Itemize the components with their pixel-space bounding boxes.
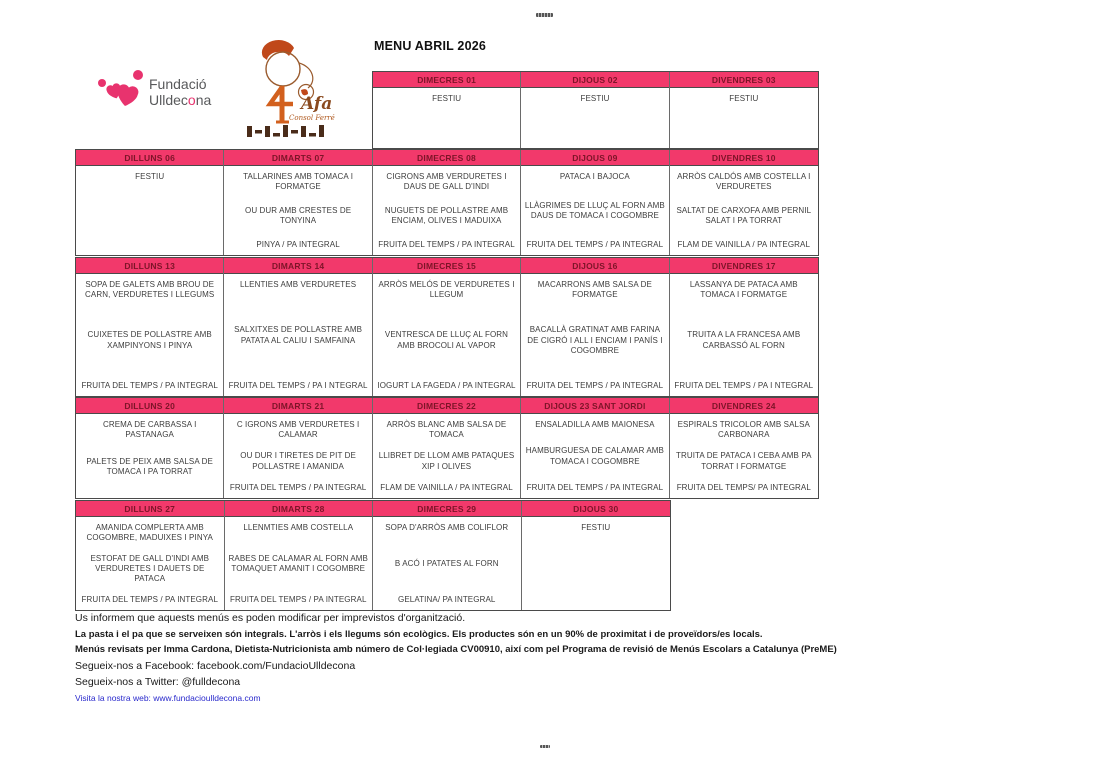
menu-item: ENSALADILLA AMB MAIONESA <box>535 420 655 429</box>
menu-item: CUIXETES DE POLLASTRE AMB XAMPINYONS I PINYA <box>87 330 212 350</box>
menu-item: LASSANYA DE PATACA AMB TOMACA I FORMATGE <box>689 280 798 300</box>
menu-item: FRUITA DEL TEMPS / PA I NTEGRAL <box>228 380 368 390</box>
day-menu <box>76 166 223 255</box>
menu-item: FRUITA DEL TEMPS / PA INTEGRAL <box>229 594 367 604</box>
footer-notes <box>75 612 1065 707</box>
day-divendres-10 <box>670 150 818 255</box>
day-menu <box>373 88 520 148</box>
day-header: DIJOUS 23 SANT JORDI <box>521 398 668 414</box>
menu-item: B ACÓ I PATATES AL FORN <box>394 558 499 568</box>
fundacio-wordmark-line2: Ulldecona <box>149 92 212 108</box>
day-header: DIVENDRES 03 <box>670 72 818 88</box>
menu-item: LLIBRET DE LLOM AMB PATAQUES XIP I OLIVES <box>378 451 515 471</box>
week-table-4 <box>75 397 819 499</box>
menu-item: SALXITXES DE POLLASTRE AMB PATATA AL CALIU I SAMFAINA <box>234 325 363 345</box>
day-dilluns-20 <box>76 398 224 498</box>
day-header: DIMARTS 28 <box>225 501 373 517</box>
day-menu <box>373 166 520 255</box>
menu-item: HAMBURGUESA DE CALAMAR AMB TOMACA I COGOMBRE <box>525 446 664 466</box>
day-menu <box>76 274 223 396</box>
day-dimarts-28 <box>225 501 374 610</box>
day-menu <box>670 274 818 396</box>
day-header: DIJOUS 09 <box>521 150 668 166</box>
day-dimecres-22 <box>373 398 521 498</box>
afa-subname: Consol Ferré <box>289 114 335 122</box>
day-menu <box>224 166 371 255</box>
day-dimecres-15 <box>373 258 521 396</box>
day-header: DIMARTS 21 <box>224 398 371 414</box>
day-dimecres-29 <box>373 501 522 610</box>
menu-item: CREMA DE CARBASSA I PASTANAGA <box>102 420 197 440</box>
day-menu <box>522 517 671 610</box>
day-menu <box>225 517 373 610</box>
day-menu <box>670 414 818 498</box>
day-dijous-16 <box>521 258 669 396</box>
page-title: MENU ABRIL 2026 <box>373 39 487 53</box>
week-table-1 <box>372 71 819 149</box>
day-menu <box>521 166 668 255</box>
day-menu <box>373 517 521 610</box>
menu-item: FRUITA DEL TEMPS / PA INTEGRAL <box>378 239 515 249</box>
day-menu <box>521 274 668 396</box>
day-dimarts-07 <box>224 150 372 255</box>
menu-item: LLENTIES AMB VERDURETES <box>240 280 357 289</box>
menu-item: VENTRESCA DE LLUÇ AL FORN AMB BROCOLI AL VAPOR <box>384 330 509 350</box>
menu-item: OU DUR I TIRETES DE PIT DE POLLASTRE I AMANIDA <box>240 451 356 471</box>
footer-note-modifications: Us informem que aquests menús es poden modificar per imprevistos d'organització. <box>75 612 466 624</box>
hearts-icon <box>98 70 143 108</box>
print-artifact-bottom <box>540 745 550 748</box>
day-header: DILLUNS 13 <box>76 258 223 274</box>
menu-item: FLAM DE VAINILLA / PA INTEGRAL <box>677 239 811 249</box>
menu-item: BACALLÀ GRATINAT AMB FARINA DE CIGRÓ I ALL I ENCIAM I PANÍS I COGOMBRE <box>527 325 663 355</box>
menu-item: FESTIU <box>581 523 611 532</box>
week-table-5 <box>75 500 671 611</box>
menu-item: PATACA I BAJOCA <box>559 172 630 181</box>
menu-item: NUGUETS DE POLLASTRE AMB ENCIAM, OLIVES I MADUIXA <box>384 205 509 226</box>
menu-item: ARRÒS MELÓS DE VERDURETES I LLEGUM <box>378 280 515 300</box>
menu-item: ARRÒS CALDÓS AMB COSTELLA I VERDURETES <box>677 172 811 192</box>
day-menu <box>76 414 223 498</box>
menu-item: FESTIU <box>135 172 165 181</box>
fundacio-ulldecona-logo <box>93 66 227 120</box>
menu-item: SOPA DE GALETS AMB BROU DE CARN, VERDURETES I LLEGUMS <box>85 280 215 300</box>
day-header: DIJOUS 16 <box>521 258 668 274</box>
day-menu <box>224 414 371 498</box>
week-table-3 <box>75 257 819 397</box>
menu-item: C IGRONS AMB VERDURETES I CALAMAR <box>236 420 360 440</box>
afa-wordmark: Afa <box>301 94 333 114</box>
day-header: DILLUNS 06 <box>76 150 223 166</box>
day-menu <box>373 414 520 498</box>
day-dijous-02 <box>521 72 669 148</box>
footer-twitter-line: Segueix-nos a Twitter: @fulldecona <box>75 676 241 688</box>
menu-item: FESTIU <box>432 94 462 103</box>
day-dimecres-01 <box>373 72 521 148</box>
menu-item: LLENMTIES AMB COSTELLA <box>243 523 354 532</box>
menu-item: GELATINA/ PA INTEGRAL <box>398 594 496 604</box>
menu-item: PALETS DE PEIX AMB SALSA DE TOMACA I PA TORRAT <box>86 456 213 476</box>
day-header: DIMECRES 08 <box>373 150 520 166</box>
menu-item: IOGURT LA FAGEDA / PA INTEGRAL <box>377 380 516 390</box>
day-divendres-24 <box>670 398 818 498</box>
day-menu <box>224 274 371 396</box>
menu-item: LLÀGRIMES DE LLUÇ AL FORN AMB DAUS DE TOMACA I COGOMBRE <box>524 200 665 220</box>
day-dilluns-13 <box>76 258 224 396</box>
menu-item: TRUITA DE PATACA I CEBA AMB PA TORRAT I FORMATGE <box>675 451 812 471</box>
day-header: DIMECRES 15 <box>373 258 520 274</box>
day-dilluns-27 <box>76 501 225 610</box>
menu-item: FRUITA DEL TEMPS / PA INTEGRAL <box>526 482 664 492</box>
day-dijous-30 <box>522 501 671 610</box>
menu-item: RABES DE CALAMAR AL FORN AMB TOMAQUET AMANIT I COGOMBRE <box>228 553 368 573</box>
day-dimarts-21 <box>224 398 372 498</box>
day-dimecres-08 <box>373 150 521 255</box>
menu-item: SALTAT DE CARXOFA AMB PERNIL SALAT I PA TORRAT <box>676 205 812 226</box>
menu-item: FRUITA DEL TEMPS / PA INTEGRAL <box>229 482 367 492</box>
menu-item: FRUITA DEL TEMPS / PA I NTEGRAL <box>674 380 814 390</box>
menu-item: TALLARINES AMB TOMACA I FORMATGE <box>243 172 354 192</box>
footer-note-dietista: Menús revisats per Imma Cardona, Dietista-Nutricionista amb número de Col·legiada CV00910, així com pel Programa de revisió de Menús Escolars a Catalunya (PreME) <box>75 644 837 655</box>
books-row-icon <box>247 125 324 137</box>
menu-item: OU DUR AMB CRESTES DE TONYINA <box>245 205 352 226</box>
footer-web-link[interactable]: Visita la nostra web: www.fundacioulldecona.com <box>75 692 261 703</box>
menu-item: ARRÒS BLANC AMB SALSA DE TOMACA <box>386 420 507 440</box>
day-dimarts-14 <box>224 258 372 396</box>
menu-item: PINYA / PA INTEGRAL <box>256 239 340 249</box>
day-menu <box>670 88 818 148</box>
menu-item: FRUITA DEL TEMPS / PA INTEGRAL <box>81 594 218 604</box>
day-header: DIJOUS 30 <box>522 501 671 517</box>
print-artifact-top <box>536 13 553 17</box>
day-header: DIMECRES 01 <box>373 72 520 88</box>
menu-item: MACARRONS AMB SALSA DE FORMATGE <box>537 280 652 300</box>
menu-item: ESPIRALS TRICOLOR AMB SALSA CARBONARA <box>677 420 810 440</box>
menu-item: FRUITA DEL TEMPS / PA INTEGRAL <box>526 239 664 249</box>
day-dilluns-06 <box>76 150 224 255</box>
day-divendres-03 <box>670 72 818 148</box>
menu-item: FESTIU <box>729 94 759 103</box>
day-header: DIVENDRES 10 <box>670 150 818 166</box>
menu-item: AMANIDA COMPLERTA AMB COGOMBRE, MADUIXES I PINYA <box>86 523 213 543</box>
fundacio-wordmark-line1: Fundació <box>149 76 207 92</box>
day-menu <box>373 274 520 396</box>
menu-item: FRUITA DEL TEMPS/ PA INTEGRAL <box>676 482 811 492</box>
footer-note-ecologic: La pasta i el pa que se serveixen són integrals. L'arròs i els llegums són ecològics. Els productes són en un 90% de proximitat i de proveïdors/es locals. <box>75 628 763 640</box>
menu-item: CIGRONS AMB VERDURETES I DAUS DE GALL D'INDI <box>386 172 507 192</box>
day-menu <box>76 517 224 610</box>
footer-facebook-line: Segueix-nos a Facebook: facebook.com/FundacioUlldecona <box>75 659 356 672</box>
day-header: DIMARTS 14 <box>224 258 371 274</box>
menu-item: ESTOFAT DE GALL D'INDI AMB VERDURETES I DAUETS DE PATACA <box>90 553 210 584</box>
day-dijous-09 <box>521 150 669 255</box>
menu-item: FLAM DE VAINILLA / PA INTEGRAL <box>380 482 513 492</box>
day-header: DIVENDRES 24 <box>670 398 818 414</box>
day-header: DIMECRES 22 <box>373 398 520 414</box>
day-header: DIMECRES 29 <box>373 501 521 517</box>
menu-item: TRUITA A LA FRANCESA AMB CARBASSÓ AL FORN <box>687 330 801 350</box>
day-menu <box>670 166 818 255</box>
day-dijous-23-sant-jordi <box>521 398 669 498</box>
day-header: DIVENDRES 17 <box>670 258 818 274</box>
week-table-2 <box>75 149 819 256</box>
day-header: DIMARTS 07 <box>224 150 371 166</box>
menu-item: FRUITA DEL TEMPS / PA INTEGRAL <box>526 380 664 390</box>
day-menu <box>521 414 668 498</box>
afa-consol-ferre-logo <box>243 38 353 140</box>
day-header: DILLUNS 27 <box>76 501 224 517</box>
menu-item: SOPA D'ARRÒS AMB COLIFLOR <box>385 523 509 532</box>
day-menu <box>521 88 668 148</box>
day-header: DILLUNS 20 <box>76 398 223 414</box>
day-divendres-17 <box>670 258 818 396</box>
menu-item: FRUITA DEL TEMPS / PA INTEGRAL <box>81 380 218 390</box>
menu-item: FESTIU <box>580 94 610 103</box>
day-header: DIJOUS 02 <box>521 72 668 88</box>
